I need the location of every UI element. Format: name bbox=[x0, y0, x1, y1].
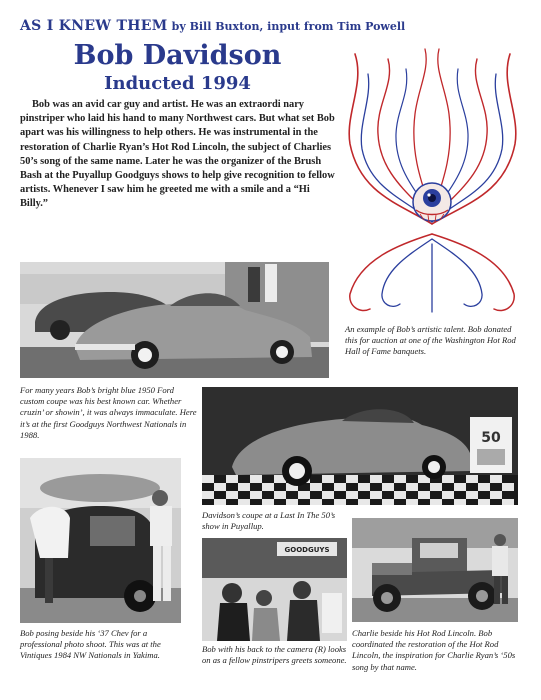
photo-hot-rod-lincoln bbox=[352, 518, 518, 622]
show-caption: Davidson’s coupe at a Last In The 50’s show in Puyallup. bbox=[202, 510, 336, 532]
article-body: Bob was an avid car guy and artist. He was an extraordi nary pinstriper who laid his hand to many Northwest cars. But what set Bob apart was his willingness to help others. He was instrumental in the restoration of Charlie Ryan’s Hot Rod Lincoln, the subject of Charlies 50’s song of the same name. Later he was the organizer of the Brush Bash at the Puyallup Goodguys shows to help give recognition to fellow artists. Whenever I saw him he greeted me with a smile and a “Hi Billy.” bbox=[20, 99, 335, 210]
column-name: AS I KNEW THEM bbox=[20, 18, 168, 34]
pinstripers-caption: Bob with his back to the camera (R) looks on as a fellow pinstripers greets someone. bbox=[202, 644, 347, 666]
photo-pinstripers bbox=[202, 538, 347, 641]
posing-caption: Bob posing beside his ‘37 Chev for a professional photo shoot. This was at the Vintiques 1984 NW Nationals in Yakima. bbox=[20, 628, 161, 661]
photo-coupe-on-grass bbox=[20, 262, 329, 378]
header-kicker bbox=[20, 18, 405, 34]
photo-posing-chev bbox=[20, 458, 181, 623]
byline: by Bill Buxton, input from Tim Powell bbox=[171, 20, 406, 33]
display-sign-number: 50 bbox=[481, 430, 501, 446]
artwork-caption: An example of Bob’s artistic talent. Bob donated this for auction at one of the Washington Hot Rod Hall of Fame banquets. bbox=[345, 324, 516, 357]
photo-show-floor bbox=[202, 387, 518, 505]
page-subtitle: Inducted 1994 bbox=[104, 73, 251, 94]
banner-text: GOODGUYS bbox=[284, 546, 330, 554]
page-title: Bob Davidson bbox=[73, 40, 282, 71]
coupe-grass-caption: For many years Bob’s bright blue 1950 Ford custom coupe was his best known car. Whether cruzin’ or showin’, it was always immaculate. Here it’s at the first Goodguys Northwest Nationals in 1988. bbox=[20, 385, 197, 440]
pinstripe-artwork bbox=[340, 44, 525, 319]
lincoln-caption: Charlie beside his Hot Rod Lincoln. Bob coordinated the restoration of the Hot Rod Lincoln, the inspiration for Charlie Ryan’s ‘50s song by that name. bbox=[352, 628, 516, 672]
